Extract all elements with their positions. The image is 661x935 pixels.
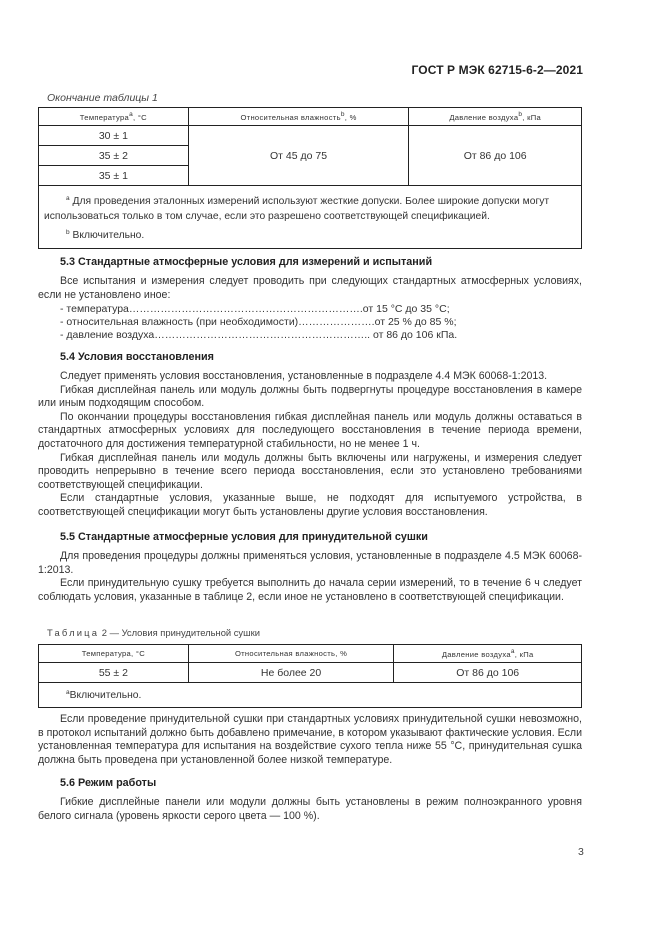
- section-5-6-body: [38, 796, 582, 823]
- table1-notes-row: [39, 186, 582, 249]
- paragraph: По окончании процедуры восстановления гибкая дисплейная панель или модуль должны оставаться в стандартных атмосферных условиях для последующего восстановления в течение периода времени, достаточного для достижения температурной стабильности, но не менее 1 ч.: [38, 410, 582, 450]
- paragraph: Для проведения процедуры должны применяться условия, установленные в подразделе 4.5 МЭК 60068-1:2013.: [38, 550, 582, 576]
- table1-header-pressure: Давление воздуха$^b$, кПа: [409, 108, 582, 126]
- table2: [38, 644, 582, 708]
- section-5-5-heading: 5.5 Стандартные атмосферные условия для принудительной сушки: [60, 531, 428, 543]
- page-number: 3: [578, 846, 584, 858]
- section-5-5-after-table: [38, 713, 582, 767]
- table2-header-pressure: Давление воздуха$^a$, кПа: [394, 645, 582, 663]
- paragraph: Если стандартные условия, указанные выше, не подходят для испытуемого устройства, в соответствующей спецификации могут быть установлены другие условия восстановления.: [38, 492, 582, 518]
- section-5-3-heading: 5.3 Стандартные атмосферные условия для измерений и испытаний: [60, 256, 433, 268]
- table2-note-a: $^a$Включительно.: [39, 683, 582, 708]
- section-5-4-heading: 5.4 Условия восстановления: [60, 351, 214, 363]
- table1-pressure-cell: От 86 до 106: [409, 126, 582, 186]
- table1-header-row: [39, 108, 582, 126]
- table2-pressure-cell: От 86 до 106: [394, 663, 582, 683]
- table1-header-humidity: Относительная влажность$^b$, %: [188, 108, 409, 126]
- condition-item-temperature: - температура………………………………………………………….от 15 °С до 35 °С;: [60, 303, 450, 315]
- table2-caption: Таблица 2 — Условия принудительной сушки: [47, 627, 260, 638]
- table1-temp-cell: 30 ± 1: [39, 126, 189, 146]
- table1-note-b: $^b$ Включительно.: [66, 229, 145, 241]
- table1-header-temperature: Температура$^a$, °C: [39, 108, 189, 126]
- paragraph: Следует применять условия восстановления, установленные в подразделе 4.4 МЭК 60068-1:2013.: [60, 370, 548, 382]
- paragraph: Если принудительную сушку требуется выполнить до начала серии измерений, то в течение 6 ч следует соблюдать условия, указанные в таблице 2, если иное не установлено в соответствующей спецификации.: [38, 577, 582, 603]
- paragraph: Гибкая дисплейная панель или модуль должны быть включены или нагружены, и измерения следует проводить непрерывно в течение всего периода восстановления, если это установлено требованиями соответствующей спецификации.: [38, 451, 582, 491]
- section-5-6-heading: 5.6 Режим работы: [60, 777, 157, 789]
- paragraph: Если проведение принудительной сушки при стандартных условиях принудительной сушки невозможно, в протокол испытаний должно быть добавлено примечание, в котором указывают фактические условия. Если установленная температура для испытания на воздействие сухого тепла ниже 55 °С, принудительная сушка должна быть проведена при установленной более низкой температуре.: [38, 713, 582, 766]
- table1-humidity-cell: От 45 до 75: [188, 126, 409, 186]
- section-5-5-body: [38, 550, 582, 604]
- table2-notes-row: [39, 683, 582, 708]
- document-code: ГОСТ Р МЭК 62715-6-2—2021: [411, 63, 583, 77]
- section-5-4-body: [38, 370, 582, 520]
- condition-item-pressure: - давление воздуха…………………………………………………….. от 86 до 106 кПа.: [60, 329, 458, 341]
- table-row: [39, 126, 582, 146]
- section-5-3-intro: Все испытания и измерения следует проводить при следующих стандартных атмосферных условиях, если не установлено иное:: [38, 275, 582, 301]
- table2-temp-cell: 55 ± 2: [39, 663, 189, 683]
- table1-temp-cell: 35 ± 2: [39, 146, 189, 166]
- table1: [38, 107, 582, 249]
- table-row: [39, 663, 582, 683]
- table1-temp-cell: 35 ± 1: [39, 166, 189, 186]
- table2-humidity-cell: Не более 20: [188, 663, 394, 683]
- condition-item-humidity: - относительная влажность (при необходимости)………………….от 25 % до 85 %;: [60, 316, 457, 328]
- table2-header-temperature: Температура, °C: [39, 645, 189, 663]
- table1-notes: [39, 186, 582, 249]
- table2-header-row: [39, 645, 582, 663]
- table1-note-a: $^a$ Для проведения эталонных измерений используют жесткие допуски. Более широкие допуски могут использоваться только в том случае, если это разрешено соответствующей спецификацией.: [44, 195, 550, 222]
- table2-header-humidity: Относительная влажность, %: [188, 645, 394, 663]
- table1-caption: Окончание таблицы 1: [47, 92, 158, 104]
- paragraph: Гибкая дисплейная панель или модуль должны быть подвергнуты процедуре восстановления в камере или иным подходящим способом.: [38, 383, 582, 410]
- paragraph: Гибкие дисплейные панели или модули должны быть установлены в режим полноэкранного уровня белого сигнала (уровень яркости серого цвета — 100 %).: [38, 796, 582, 822]
